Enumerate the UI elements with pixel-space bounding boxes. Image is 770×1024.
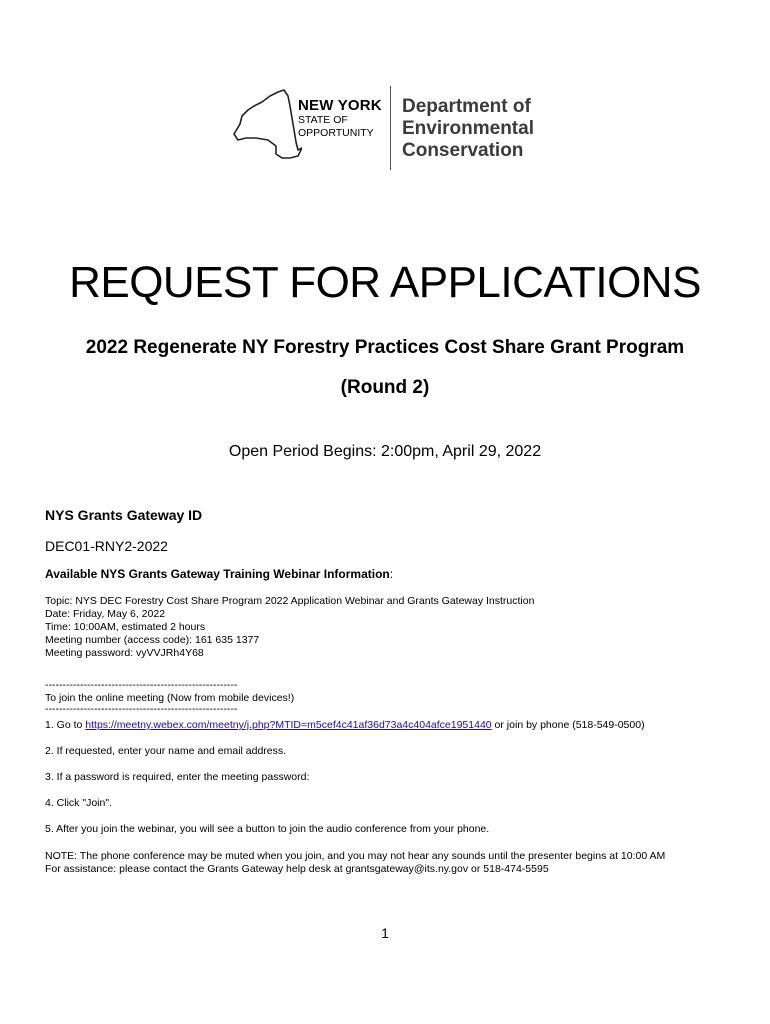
assistance-text: For assistance: please contact the Grants Gateway help desk at grantsgateway@its.ny.gov or 518-474-5595 — [45, 863, 549, 875]
state-sub-2: OPPORTUNITY — [298, 127, 374, 139]
step-4: 4. Click "Join". — [45, 797, 112, 809]
step-1 — [45, 719, 645, 732]
separator-bottom: ------------------------------------------------------- — [45, 703, 238, 715]
webex-meeting-link[interactable]: https://meetny.webex.com/meetny/j.php?MTID=m5cef4c41af36d73a4c404afce1951440 — [85, 719, 492, 731]
document-title: REQUEST FOR APPLICATIONS — [69, 258, 701, 307]
step-3: 3. If a password is required, enter the meeting password: — [45, 771, 310, 783]
step-2: 2. If requested, enter your name and email address. — [45, 745, 287, 757]
dept-line-3: Conservation — [402, 140, 524, 161]
open-period: Open Period Begins: 2:00pm, April 29, 2022 — [228, 443, 542, 460]
separator-top: ------------------------------------------------------- — [45, 679, 238, 691]
webinar-heading-suffix: : — [389, 567, 394, 581]
page-number: 1 — [381, 925, 389, 941]
logo-divider — [390, 86, 391, 170]
webinar-heading-text: Available NYS Grants Gateway Training Webinar Information — [45, 567, 390, 581]
department-wordmark — [402, 96, 534, 162]
state-sub-1: STATE OF — [298, 114, 348, 126]
webinar-heading — [45, 567, 393, 581]
webinar-time: Time: 10:00AM, estimated 2 hours — [45, 621, 206, 633]
nys-dec-logo — [232, 86, 552, 172]
dept-line-1: Department of — [402, 96, 531, 117]
webinar-date: Date: Friday, May 6, 2022 — [45, 608, 166, 620]
webinar-details — [45, 595, 534, 660]
gateway-id: DEC01-RNY2-2022 — [45, 538, 168, 554]
step-1-suffix: or join by phone (518-549-0500) — [491, 719, 645, 731]
state-name: NEW YORK — [298, 97, 382, 114]
webinar-meeting-password: Meeting password: vyVVJRh4Y68 — [45, 647, 204, 659]
program-title: 2022 Regenerate NY Forestry Practices Cost Share Grant Program — [85, 337, 685, 358]
gateway-heading: NYS Grants Gateway ID — [45, 507, 203, 523]
new-york-state-outline-icon — [232, 86, 302, 166]
step-1-prefix: 1. Go to — [45, 719, 86, 731]
note-text: NOTE: The phone conference may be muted when you join, and you may not hear any sounds until the presenter begins at 10:00 AM — [45, 850, 666, 862]
join-online-text: To join the online meeting (Now from mobile devices!) — [45, 692, 295, 704]
webinar-meeting-number: Meeting number (access code): 161 635 1377 — [45, 634, 260, 646]
dept-line-2: Environmental — [402, 118, 534, 139]
step-5: 5. After you join the webinar, you will see a button to join the audio conference from your phone. — [45, 823, 490, 835]
round-label: (Round 2) — [340, 377, 430, 398]
webinar-topic: Topic: NYS DEC Forestry Cost Share Program 2022 Application Webinar and Grants Gateway Instruction — [45, 595, 535, 607]
ny-wordmark — [298, 98, 382, 139]
